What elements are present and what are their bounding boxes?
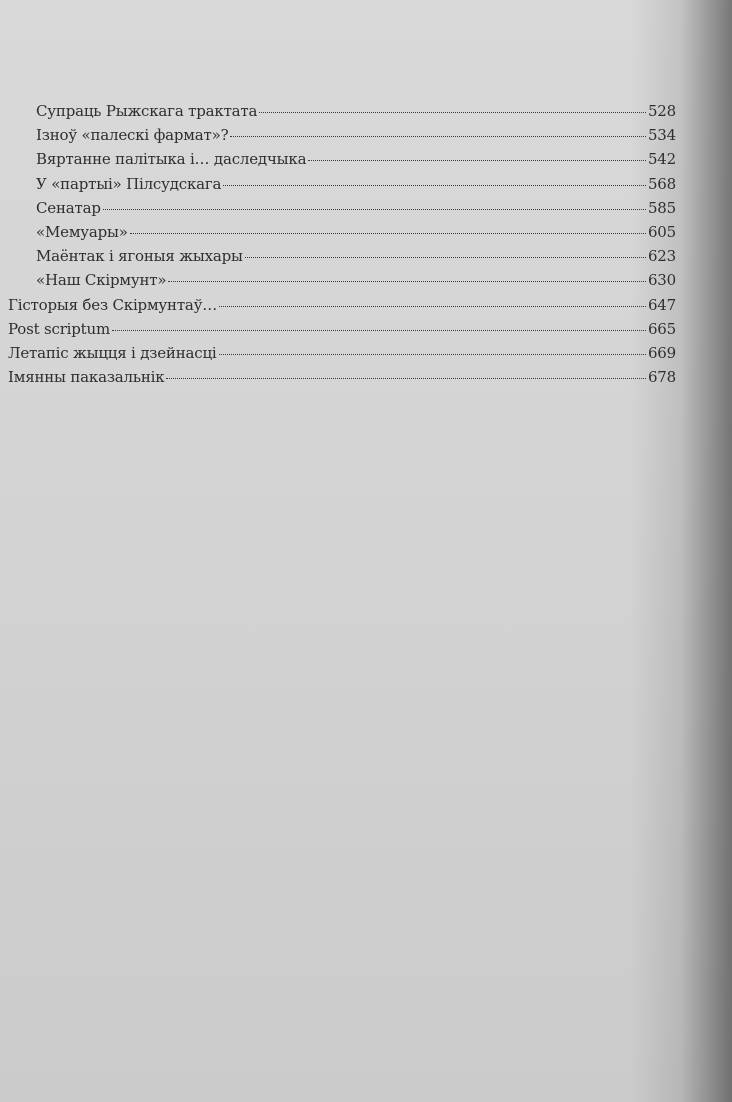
dot-leader: [223, 185, 646, 186]
table-of-contents: [8, 99, 676, 389]
toc-entry: [8, 365, 676, 389]
dot-leader: [166, 378, 646, 379]
toc-entry-page: 669: [647, 343, 676, 362]
toc-entry: [8, 99, 676, 123]
dot-leader: [130, 233, 646, 234]
toc-entry: [8, 172, 676, 196]
toc-entry-title: У «партыі» Пілсудскага: [36, 174, 222, 193]
toc-entry: [8, 147, 676, 171]
toc-entry-page: 678: [647, 368, 676, 387]
toc-entry-page: 665: [647, 319, 676, 338]
dot-leader: [219, 354, 646, 355]
dot-leader: [308, 160, 646, 161]
toc-entry: [8, 317, 676, 341]
toc-entry: [8, 123, 676, 147]
dot-leader: [230, 136, 646, 137]
dot-leader: [259, 112, 646, 113]
toc-entry: [8, 341, 676, 365]
toc-entry-page: 542: [647, 150, 676, 169]
toc-entry: [8, 268, 676, 292]
toc-entry-page: 623: [647, 247, 676, 266]
toc-entry-title: Ізноў «палескі фармат»?: [36, 126, 229, 145]
toc-entry-page: 568: [647, 174, 676, 193]
toc-entry: [8, 196, 676, 220]
toc-entry-page: 534: [647, 126, 676, 145]
toc-entry-title: Post scriptum: [8, 319, 110, 338]
toc-entry-title: Імянны паказальнік: [8, 368, 165, 387]
dot-leader: [168, 281, 646, 282]
toc-entry: [8, 293, 676, 317]
toc-entry-title: «Наш Скірмунт»: [36, 271, 167, 290]
dot-leader: [103, 209, 646, 210]
toc-entry-title: Летапіс жыцця і дзейнасці: [8, 343, 217, 362]
toc-entry-page: 647: [647, 295, 676, 314]
dot-leader: [245, 257, 646, 258]
toc-entry-page: 630: [647, 271, 676, 290]
toc-entry-page: 528: [647, 102, 676, 120]
toc-entry-title: Гісторыя без Скірмунтаў…: [8, 295, 218, 314]
dot-leader: [112, 330, 646, 331]
toc-entry: [8, 244, 676, 268]
dot-leader: [219, 306, 646, 307]
toc-entry-title: Супраць Рыжскага трактата: [36, 102, 258, 120]
toc-entry-title: Сенатар: [36, 198, 101, 217]
toc-entry-title: «Мемуары»: [36, 222, 128, 241]
toc-entry-page: 585: [647, 198, 676, 217]
toc-entry-page: 605: [647, 222, 676, 241]
toc-entry-title: Вяртанне палітыка і… даследчыка: [36, 150, 307, 169]
toc-entry-title: Маёнтак і ягоныя жыхары: [36, 247, 243, 266]
toc-entry: [8, 220, 676, 244]
